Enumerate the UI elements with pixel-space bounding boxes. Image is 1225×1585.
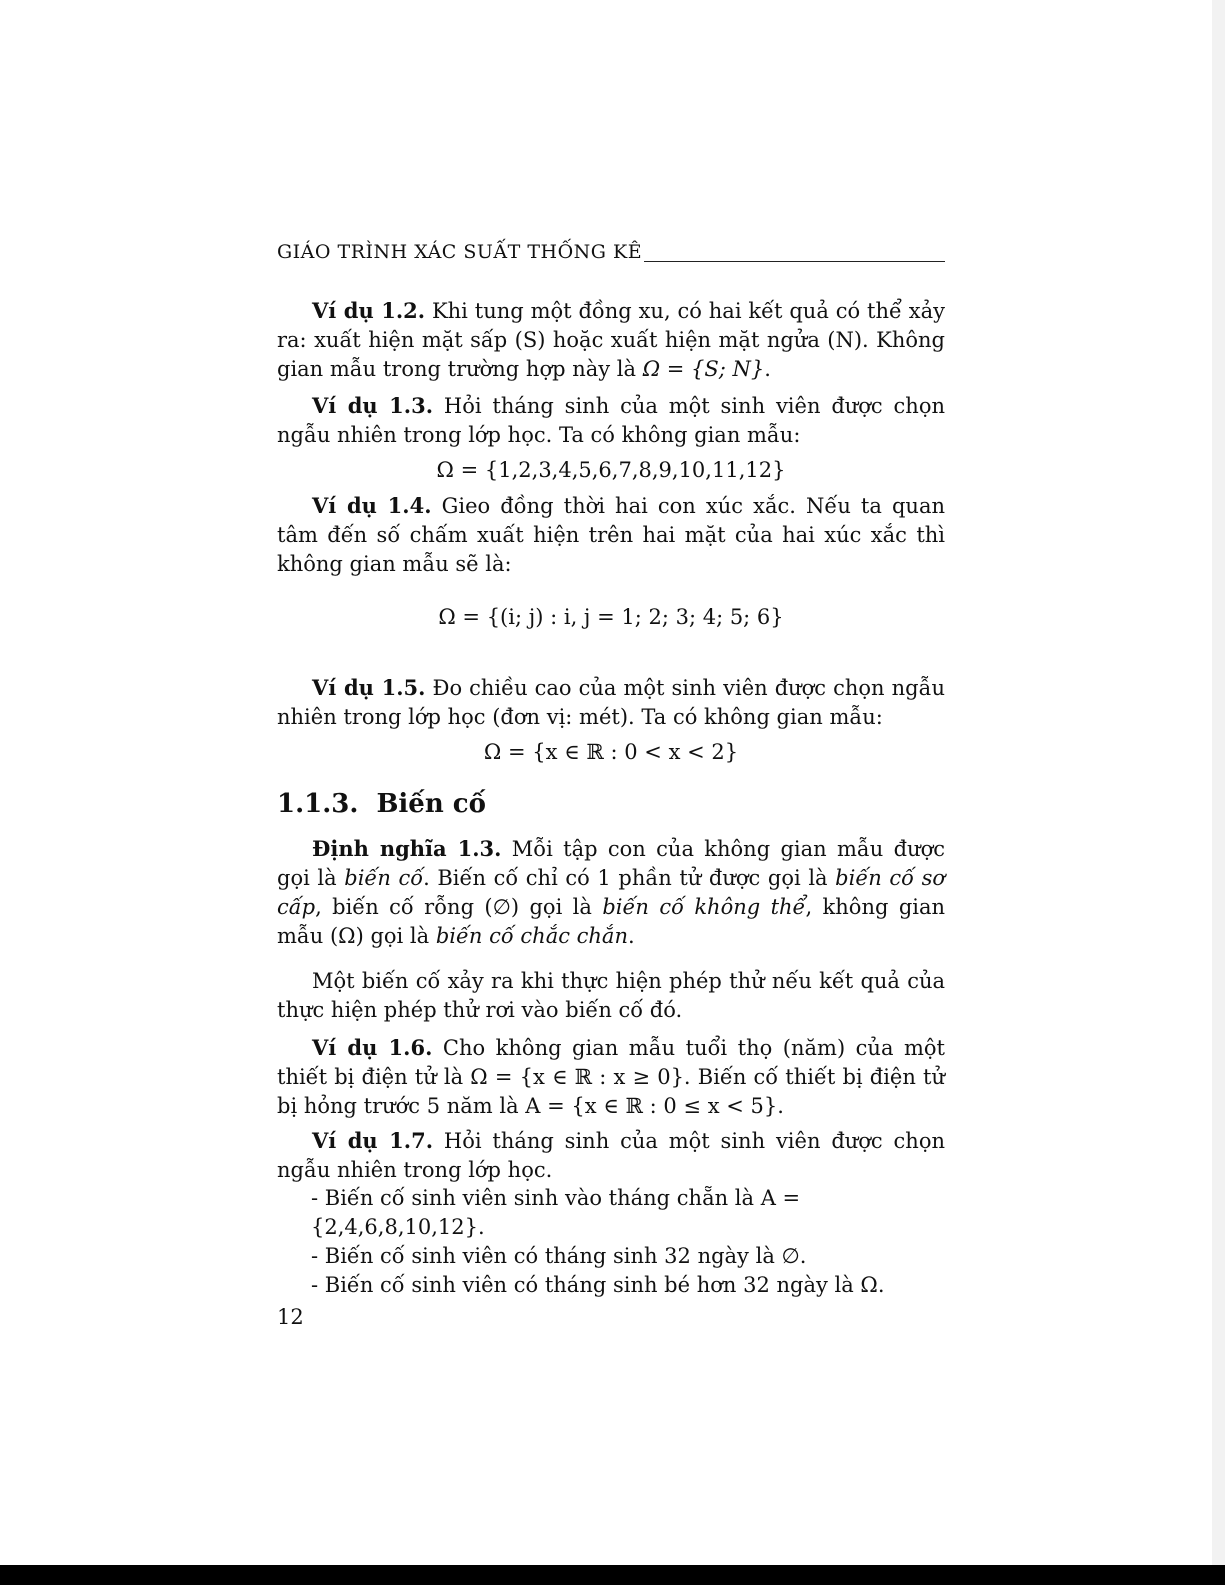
list-item: - Biến cố sinh viên sinh vào tháng chẵn là A = {2,4,6,8,10,12}. <box>311 1186 801 1239</box>
list-item: - Biến cố sinh viên có tháng sinh 32 ngày là ∅. <box>311 1244 807 1268</box>
list-item: - Biến cố sinh viên có tháng sinh bé hơn 32 ngày là Ω. <box>311 1273 885 1297</box>
page-edge <box>1212 0 1225 1565</box>
definition-label: Định nghĩa 1.3. <box>312 836 502 861</box>
section-heading <box>277 788 486 820</box>
example-label: Ví dụ 1.6. <box>312 1035 433 1060</box>
example-label: Ví dụ 1.7. <box>312 1128 434 1153</box>
example-1-7-list <box>311 1184 951 1300</box>
equation-1-5: Ω = {x ∈ ℝ : 0 < x < 2} <box>483 740 739 764</box>
example-1-7 <box>277 1126 945 1185</box>
equation-1-3: Ω = {1,2,3,4,5,6,7,8,9,10,11,12} <box>436 458 786 482</box>
bottom-border <box>0 1565 1225 1585</box>
section-number: 1.1.3. <box>277 789 359 819</box>
example-1-3 <box>277 391 945 450</box>
page-number: 12 <box>277 1305 304 1329</box>
example-1-2: Ví dụ 1.2. Khi tung một đồng xu, có hai kết quả có thể xảy ra: xuất hiện mặt sấp (S) hoặc xuất hiện mặt ngửa (N). Không gian mẫu trong trường hợp này là Ω = {S; N}. <box>277 298 945 381</box>
definition-1-3: Định nghĩa 1.3. Mỗi tập con của không gian mẫu được gọi là biến cố. Biến cố chỉ có 1 phần tử được gọi là biến cố sơ cấp, biến cố rỗng (∅) gọi là biến cố không thể, không gian mẫu (Ω) gọi là biến cố chắc chắn. <box>277 836 946 948</box>
example-1-6 <box>277 1033 945 1121</box>
example-1-4 <box>277 491 945 579</box>
example-text: Cho không gian mẫu tuổi thọ (năm) của một thiết bị điện tử là Ω = {x ∈ ℝ : x ≥ 0}. Biến cố thiết bị điện tử bị hỏng trước 5 năm là A = {x ∈ ℝ : 0 ≤ x < 5}. <box>277 1036 945 1118</box>
header-title: GIÁO TRÌNH XÁC SUẤT THỐNG KÊ <box>277 241 643 263</box>
inline-math: Ω = {S; N} <box>642 357 765 381</box>
example-text: Khi tung một đồng xu, có hai kết quả có thể xảy ra: xuất hiện mặt sấp (S) hoặc xuất hiện mặt ngửa (N). Không gian mẫu trong trường hợp này là <box>277 299 945 381</box>
example-text: Hỏi tháng sinh của một sinh viên được chọn ngẫu nhiên trong lớp học. <box>277 1129 945 1182</box>
equation-1-4: Ω = {(i; j) : i, j = 1; 2; 3; 4; 5; 6} <box>438 605 784 629</box>
example-label: Ví dụ 1.5. <box>312 675 426 700</box>
example-text: Hỏi tháng sinh của một sinh viên được chọn ngẫu nhiên trong lớp học. Ta có không gian mẫu: <box>277 394 945 447</box>
example-text: Đo chiều cao của một sinh viên được chọn ngẫu nhiên trong lớp học (đơn vị: mét). Ta có không gian mẫu: <box>277 676 945 729</box>
paragraph-event: Một biến cố xảy ra khi thực hiện phép thử nếu kết quả của thực hiện phép thử rơi vào biến cố đó. <box>277 969 945 1022</box>
example-1-5 <box>277 673 945 732</box>
header-rule <box>644 261 945 262</box>
example-label: Ví dụ 1.3. <box>312 393 434 418</box>
example-label: Ví dụ 1.2. <box>312 298 426 323</box>
example-text: Gieo đồng thời hai con xúc xắc. Nếu ta quan tâm đến số chấm xuất hiện trên hai mặt của hai xúc xắc thì không gian mẫu sẽ là: <box>277 494 945 576</box>
running-header <box>277 240 945 264</box>
section-title: Biến cố <box>376 789 486 819</box>
example-label: Ví dụ 1.4. <box>312 493 432 518</box>
